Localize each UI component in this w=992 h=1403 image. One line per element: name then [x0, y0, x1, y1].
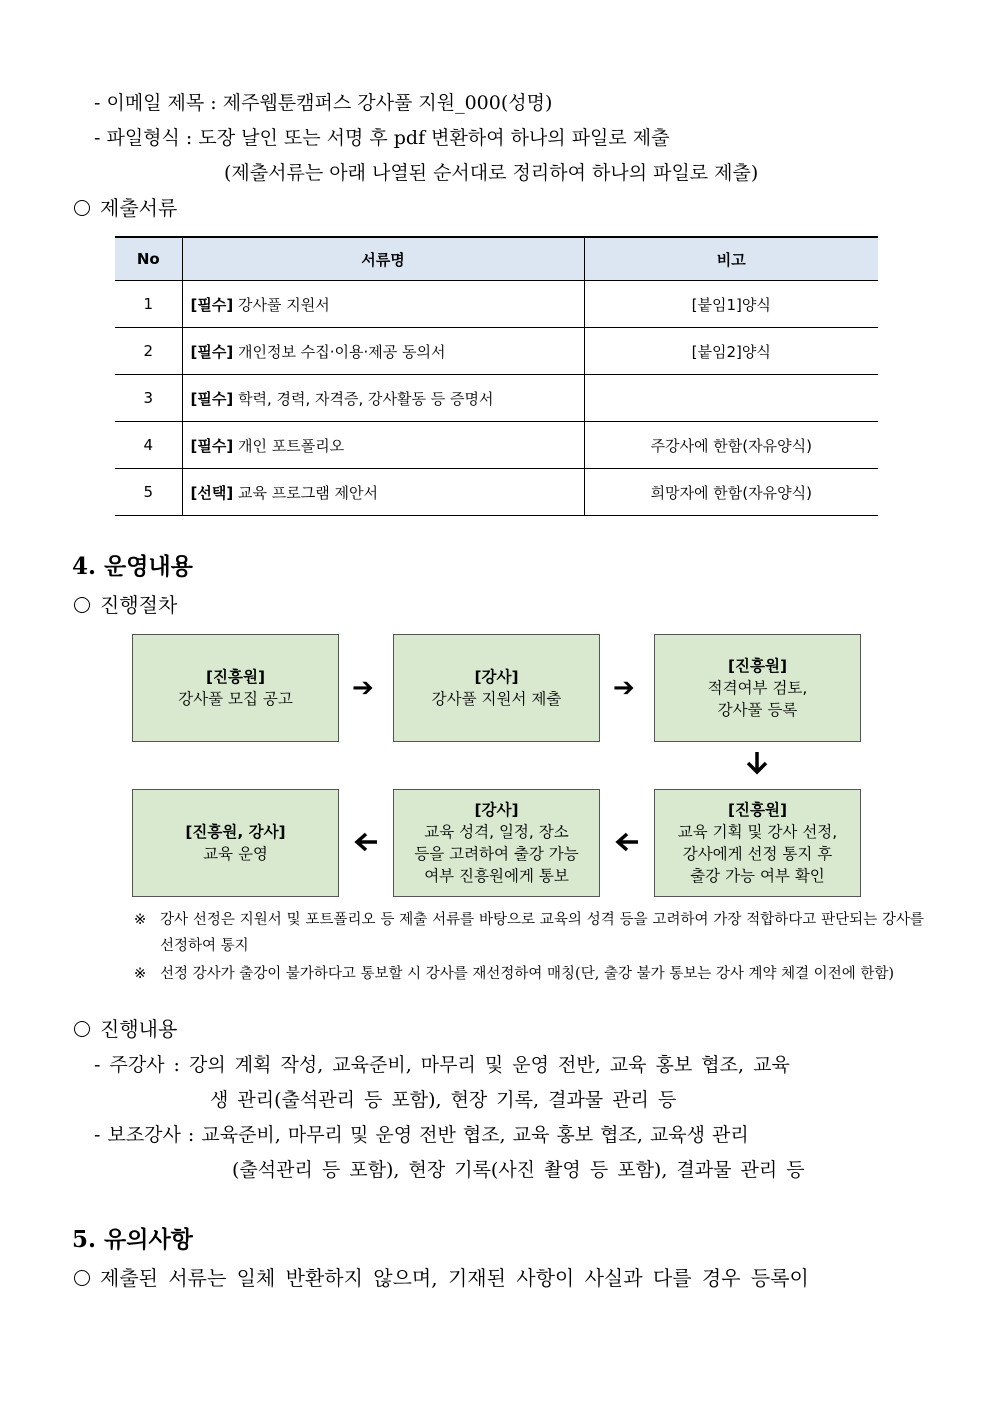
row-tag: [필수] — [190, 342, 234, 361]
flow-step-actor: [진흥원] — [727, 801, 788, 819]
table-header-row — [115, 237, 878, 281]
row-doc-name — [182, 422, 584, 469]
row-tag: [필수] — [190, 389, 234, 408]
main-instructor-line-2: 생 관리(출석관리 등 포함), 현장 기록, 결과물 관리 등 — [210, 1089, 677, 1111]
assistant-line-1: - 보조강사 : 교육준비, 마무리 및 운영 전반 협조, 교육 홍보 협조, 교육생 관리 — [94, 1124, 749, 1146]
flow-step-text: 강사풀 등록 — [717, 701, 798, 719]
section-5-title: 5. 유의사항 — [72, 1226, 193, 1253]
flow-step-actor: [진흥원, 강사] — [185, 823, 286, 841]
row-tag: [필수] — [190, 436, 234, 455]
row-no: 3 — [115, 375, 182, 422]
circle-bullet-icon — [74, 1270, 90, 1286]
note-2 — [134, 961, 924, 987]
row-doc-label: 개인 포트폴리오 — [237, 436, 345, 455]
row-doc-label: 학력, 경력, 자격증, 강사활동 등 증명서 — [237, 389, 494, 408]
docs-heading — [74, 195, 177, 221]
arrow-left-icon — [353, 831, 379, 853]
main-instructor-line-1: - 주강사 : 강의 계획 작성, 교육준비, 마무리 및 운영 전반, 교육 홍보 협조, 교육 — [94, 1054, 790, 1076]
flow-step-text: 교육 운영 — [203, 845, 268, 863]
row-note — [584, 375, 878, 422]
flow-step-text: 강사풀 모집 공고 — [178, 690, 293, 708]
flow-step-text: 출강 가능 여부 확인 — [690, 867, 825, 885]
row-doc-name — [182, 469, 584, 516]
flow-step-3 — [654, 634, 861, 742]
section-5-item-1 — [74, 1265, 809, 1291]
submission-documents-table — [115, 236, 878, 516]
table-row — [115, 328, 878, 375]
arrow-right-icon: ➔ — [613, 673, 635, 703]
procedure-heading — [74, 592, 177, 618]
file-format-line: - 파일형식 : 도장 날인 또는 서명 후 pdf 변환하여 하나의 파일로 제출 — [94, 127, 670, 149]
row-no: 5 — [115, 469, 182, 516]
row-doc-name — [182, 281, 584, 328]
flow-step-6 — [132, 789, 339, 897]
row-note: 주강사에 한함(자유양식) — [584, 422, 878, 469]
flow-step-text: 강사에게 선정 통지 후 — [682, 845, 833, 863]
row-note: [붙임1]양식 — [584, 281, 878, 328]
docs-heading-label: 제출서류 — [100, 196, 178, 220]
row-note: 희망자에 한함(자유양식) — [584, 469, 878, 516]
flow-step-text: 여부 진흥원에게 통보 — [424, 867, 569, 885]
row-tag: [선택] — [190, 483, 234, 502]
flow-step-2 — [393, 634, 600, 742]
note-1 — [134, 907, 924, 959]
flow-step-actor: [진흥원] — [205, 668, 266, 686]
col-header-note: 비고 — [584, 237, 878, 281]
arrow-right-icon: ➔ — [352, 673, 374, 703]
circle-bullet-icon — [74, 1021, 90, 1037]
row-doc-label: 강사풀 지원서 — [237, 295, 330, 314]
row-doc-label: 교육 프로그램 제안서 — [237, 483, 378, 502]
procedure-heading-label: 진행절차 — [100, 593, 178, 617]
flow-step-text: 적격여부 검토, — [707, 679, 808, 697]
flow-step-1 — [132, 634, 339, 742]
note-mark: ※ — [134, 966, 147, 982]
flow-step-text: 강사풀 지원서 제출 — [431, 690, 562, 708]
flow-step-text: 교육 성격, 일정, 장소 — [424, 823, 569, 841]
row-tag: [필수] — [190, 295, 234, 314]
section-5-item-1-text: 제출된 서류는 일체 반환하지 않으며, 기재된 사항이 사실과 다를 경우 등록이 — [100, 1266, 809, 1290]
table-row — [115, 422, 878, 469]
table-row — [115, 281, 878, 328]
circle-bullet-icon — [74, 597, 90, 613]
flow-step-actor: [강사] — [474, 668, 519, 686]
flow-step-5 — [393, 789, 600, 897]
col-header-name: 서류명 — [182, 237, 584, 281]
flow-step-actor: [진흥원] — [727, 657, 788, 675]
row-doc-name — [182, 375, 584, 422]
assistant-line-2: (출석관리 등 포함), 현장 기록(사진 촬영 등 포함), 결과물 관리 등 — [232, 1159, 805, 1181]
row-no: 4 — [115, 422, 182, 469]
content-heading-label: 진행내용 — [100, 1017, 178, 1041]
flow-step-text: 교육 기획 및 강사 선정, — [677, 823, 838, 841]
file-format-note: (제출서류는 아래 나열된 순서대로 정리하여 하나의 파일로 제출) — [224, 162, 759, 184]
flow-step-4 — [654, 789, 861, 897]
row-note: [붙임2]양식 — [584, 328, 878, 375]
row-no: 2 — [115, 328, 182, 375]
row-doc-label: 개인정보 수집·이용·제공 동의서 — [237, 342, 446, 361]
circle-bullet-icon — [74, 200, 90, 216]
col-header-no: No — [115, 237, 182, 281]
table-row — [115, 375, 878, 422]
content-heading — [74, 1016, 177, 1042]
row-no: 1 — [115, 281, 182, 328]
note-mark: ※ — [134, 912, 147, 928]
arrow-left-icon — [614, 831, 640, 853]
note-text: 강사 선정은 지원서 및 포트폴리오 등 제출 서류를 바탕으로 교육의 성격 등을 고려하여 가장 적합하다고 판단되는 강사를 선정하여 통지 — [160, 912, 924, 954]
row-doc-name — [182, 328, 584, 375]
arrow-down-icon — [745, 750, 769, 776]
flow-step-actor: [강사] — [474, 801, 519, 819]
email-title-line: - 이메일 제목 : 제주웹툰캠퍼스 강사풀 지원_000(성명) — [94, 92, 553, 114]
section-4-title: 4. 운영내용 — [72, 553, 193, 580]
flow-step-text: 등을 고려하여 출강 가능 — [414, 845, 579, 863]
table-row — [115, 469, 878, 516]
note-text: 선정 강사가 출강이 불가하다고 통보할 시 강사를 재선정하여 매칭(단, 출강 불가 통보는 강사 계약 체결 이전에 한함) — [160, 966, 894, 982]
